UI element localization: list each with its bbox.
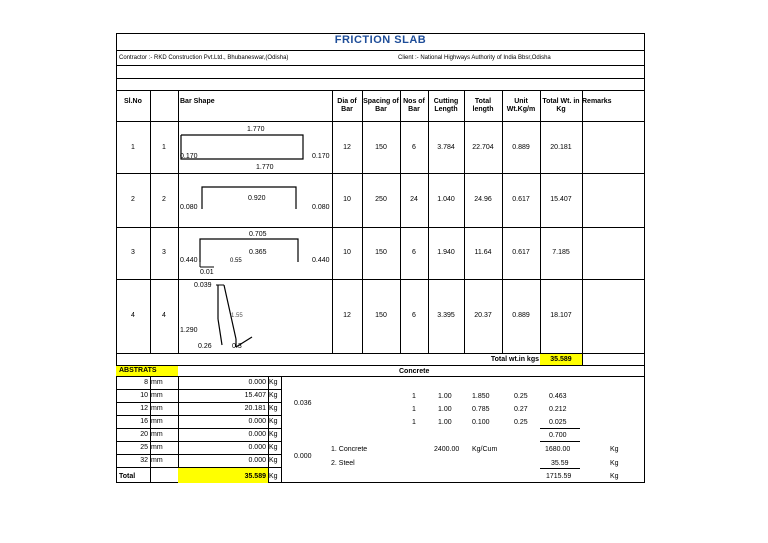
- sheet: [116, 33, 645, 483]
- row-unit-wt: 0.889: [512, 144, 530, 151]
- abstract-val: 0.000: [248, 431, 266, 438]
- concrete-c: 0.25: [514, 393, 528, 400]
- abstract-unit: mm: [151, 418, 163, 425]
- abstract-val: 0.000: [248, 418, 266, 425]
- total-value: 35.589: [550, 356, 572, 363]
- dim-right: 0.170: [312, 153, 330, 160]
- row-sl: 3: [131, 249, 135, 256]
- row-total-wt: 18.107: [550, 312, 572, 319]
- header-nos: Nos of Bar: [403, 98, 425, 113]
- abstract-unit: mm: [151, 444, 163, 451]
- dim-left: 0.440: [180, 257, 198, 264]
- abstract-dia: 12: [140, 405, 148, 412]
- abstract-val: 0.000: [248, 379, 266, 386]
- concrete-n: 1: [412, 393, 416, 400]
- dim-left: 0.170: [180, 153, 198, 160]
- concrete-n: 1: [412, 419, 416, 426]
- row-cutting: 3.784: [437, 144, 455, 151]
- abstract-dia: 32: [140, 457, 148, 464]
- header-cutting: Cutting Length: [433, 98, 459, 113]
- row-total-length: 11.64: [474, 249, 492, 256]
- row-total-length: 22.704: [472, 144, 494, 151]
- concrete-sum: 0.700: [549, 432, 567, 439]
- abstract-unit: mm: [151, 392, 163, 399]
- abstract-val: 20.181: [244, 405, 266, 412]
- page-title: FRICTION SLAB: [334, 34, 427, 46]
- abstract-kg: Kg: [269, 431, 278, 438]
- row-sl: 1: [131, 144, 135, 151]
- row-total-length: 24.96: [474, 196, 492, 203]
- row-mark: 1: [162, 144, 166, 151]
- concrete-b: 0.785: [472, 406, 490, 413]
- abstract-side-2: 0.000: [294, 453, 312, 460]
- concrete-line1-unit: Kg/Cum: [472, 446, 498, 453]
- row-spacing: 250: [375, 196, 387, 203]
- row-total-wt: 20.181: [550, 144, 572, 151]
- row-cutting: 1.940: [437, 249, 455, 256]
- concrete-c: 0.27: [514, 406, 528, 413]
- abstract-kg: Kg: [269, 379, 278, 386]
- abstract-dia: 20: [140, 431, 148, 438]
- abstracts-label: ABSTRATS: [119, 367, 157, 374]
- concrete-grand: 1715.59: [546, 473, 572, 480]
- abstract-dia: 10: [140, 392, 148, 399]
- row-dia: 12: [343, 144, 351, 151]
- concrete-line1-kg: Kg: [610, 446, 619, 453]
- header-dia: Dia of Bar: [337, 98, 357, 113]
- row-spacing: 150: [375, 249, 387, 256]
- row-unit-wt: 0.889: [512, 312, 530, 319]
- concrete-d: 0.025: [549, 419, 567, 426]
- dim-inner: 0.365: [249, 249, 267, 256]
- dim-mid: 1.55: [231, 313, 243, 319]
- concrete-line2-kg: Kg: [610, 460, 619, 467]
- header-remarks: Remarks: [582, 98, 612, 105]
- concrete-n: 1: [412, 406, 416, 413]
- row-nos: 6: [412, 312, 416, 319]
- row-unit-wt: 0.617: [512, 196, 530, 203]
- client-text: Client :- National Highways Authority of India Bbsr,Odisha: [398, 55, 551, 61]
- dim-bottom: 0.01: [200, 269, 214, 276]
- header-total-wt: Total Wt. in Kg: [542, 98, 580, 113]
- concrete-line1-val: 1680.00: [545, 446, 571, 453]
- abstract-dia: 25: [140, 444, 148, 451]
- concrete-d: 0.463: [549, 393, 567, 400]
- abstract-unit: mm: [151, 405, 163, 412]
- dim-top: 0.039: [194, 282, 212, 289]
- concrete-a: 1.00: [438, 419, 452, 426]
- total-label: Total wt.in kgs: [490, 356, 539, 363]
- concrete-a: 1.00: [438, 406, 452, 413]
- abstract-unit: mm: [151, 431, 163, 438]
- abstract-dia: 16: [140, 418, 148, 425]
- dim-left: 1.290: [180, 327, 198, 334]
- abstract-unit: mm: [151, 379, 163, 386]
- abstract-val: 0.000: [248, 457, 266, 464]
- dim-left: 0.080: [180, 204, 198, 211]
- row-spacing: 150: [375, 144, 387, 151]
- contractor-text: Contractor :- RKD Construction Pvt.Ltd., Bhubaneswar,(Odisha): [119, 55, 289, 61]
- row-total-wt: 15.407: [550, 196, 572, 203]
- abstract-kg: Kg: [269, 418, 278, 425]
- concrete-label: Concrete: [399, 368, 430, 375]
- concrete-b: 0.100: [472, 419, 490, 426]
- concrete-line1-label: 1. Concrete: [331, 446, 368, 453]
- concrete-line2-label: 2. Steel: [331, 460, 355, 467]
- row-spacing: 150: [375, 312, 387, 319]
- row-total-length: 20.37: [474, 312, 492, 319]
- abstract-val: 15.407: [244, 392, 266, 399]
- row-dia: 10: [343, 196, 351, 203]
- concrete-a: 1.00: [438, 393, 452, 400]
- dim-mid: 0.55: [230, 258, 242, 264]
- abstract-kg: Kg: [269, 405, 278, 412]
- dim-bottom: 1.770: [256, 164, 274, 171]
- concrete-c: 0.25: [514, 419, 528, 426]
- abstract-dia: 8: [144, 379, 148, 386]
- row-mark: 2: [162, 196, 166, 203]
- abstract-side-1: 0.036: [294, 400, 312, 407]
- abstract-total-kg: Kg: [269, 473, 278, 480]
- header-unit-wt: Unit Wt.Kg/m: [506, 98, 536, 113]
- row-mark: 3: [162, 249, 166, 256]
- abstract-unit: mm: [151, 457, 163, 464]
- dim-top: 0.920: [248, 195, 266, 202]
- bar-shape-4: [178, 279, 332, 353]
- header-spacing: Spacing of Bar: [363, 98, 399, 113]
- dim-bottom: 0.26: [198, 343, 212, 350]
- header-slno: Sl.No: [124, 98, 142, 105]
- header-total-length: Total length: [472, 98, 494, 113]
- row-cutting: 1.040: [437, 196, 455, 203]
- row-nos: 24: [410, 196, 418, 203]
- dim-right: 0.080: [312, 204, 330, 211]
- row-dia: 12: [343, 312, 351, 319]
- row-mark: 4: [162, 312, 166, 319]
- abstract-kg: Kg: [269, 444, 278, 451]
- abstract-kg: Kg: [269, 457, 278, 464]
- concrete-d: 0.212: [549, 406, 567, 413]
- header-bar-shape: Bar Shape: [180, 98, 215, 105]
- dim-bottom2: 0.3: [232, 343, 242, 350]
- concrete-line2-val: 35.59: [551, 460, 569, 467]
- row-unit-wt: 0.617: [512, 249, 530, 256]
- row-cutting: 3.395: [437, 312, 455, 319]
- row-total-wt: 7.185: [552, 249, 570, 256]
- abstract-val: 0.000: [248, 444, 266, 451]
- dim-top: 1.770: [247, 126, 265, 133]
- concrete-b: 1.850: [472, 393, 490, 400]
- row-sl: 2: [131, 196, 135, 203]
- dim-top: 0.705: [249, 231, 267, 238]
- dim-right: 0.440: [312, 257, 330, 264]
- row-nos: 6: [412, 144, 416, 151]
- concrete-grand-kg: Kg: [610, 473, 619, 480]
- abstract-kg: Kg: [269, 392, 278, 399]
- row-nos: 6: [412, 249, 416, 256]
- concrete-line1-rate: 2400.00: [434, 446, 460, 453]
- row-sl: 4: [131, 312, 135, 319]
- row-dia: 10: [343, 249, 351, 256]
- abstract-total-label: Total: [119, 473, 136, 480]
- abstract-total-value: 35.589: [244, 473, 266, 480]
